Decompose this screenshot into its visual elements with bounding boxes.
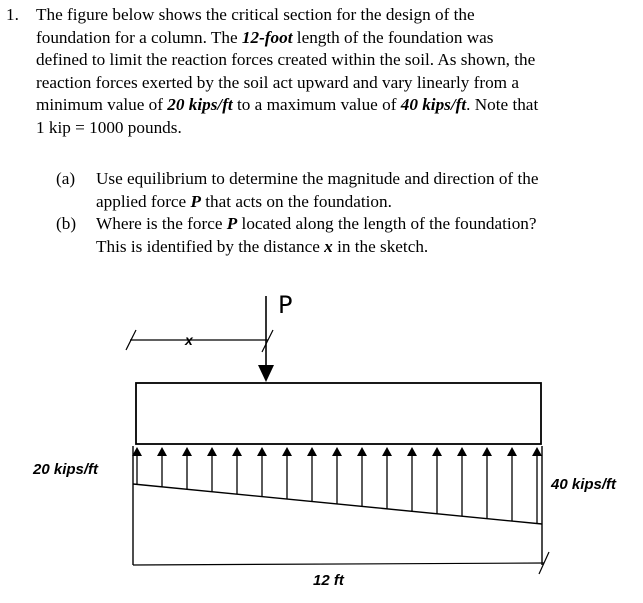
emphasis-term: 20 kips/ft bbox=[167, 95, 233, 114]
problem-line: 1 kip = 1000 pounds. bbox=[36, 117, 182, 137]
problem-line: The figure below shows the critical section for the design of the bbox=[36, 5, 475, 24]
problem-number: 1. bbox=[6, 5, 19, 24]
force-p-label: P bbox=[278, 291, 293, 319]
force-p-arrowhead bbox=[258, 365, 274, 382]
length-dimension-line bbox=[133, 563, 544, 565]
load-arrow-head bbox=[182, 447, 192, 456]
foundation-figure bbox=[0, 280, 643, 603]
left-load-label: 20 kips/ft bbox=[33, 461, 99, 478]
load-arrow-head bbox=[257, 447, 267, 456]
problem-line: minimum value of 20 kips/ft to a maximum value of 40 kips/ft. Note that bbox=[36, 95, 539, 114]
problem-line: defined to limit the reaction forces created within the soil. As shown, the bbox=[36, 50, 536, 69]
load-arrow-head bbox=[432, 447, 442, 456]
load-arrow-head bbox=[482, 447, 492, 456]
load-arrow-head bbox=[307, 447, 317, 456]
load-arrow-head bbox=[332, 447, 342, 456]
load-arrows bbox=[132, 447, 542, 524]
x-tick-right bbox=[262, 330, 273, 352]
load-arrow-head bbox=[457, 447, 467, 456]
emphasis-term: 40 kips/ft bbox=[400, 95, 467, 114]
part-label: (b) bbox=[56, 214, 77, 233]
part-line: applied force P that acts on the foundation. bbox=[96, 191, 392, 211]
load-arrow-head bbox=[382, 447, 392, 456]
problem-text bbox=[36, 4, 636, 139]
problem-line: foundation for a column. The 12-foot length of the foundation was bbox=[36, 27, 494, 47]
load-arrow-head bbox=[207, 447, 217, 456]
part-line: This is identified by the distance x in the sketch. bbox=[96, 236, 429, 256]
part-line: Use equilibrium to determine the magnitude and direction of the bbox=[96, 169, 539, 188]
emphasis-term: x bbox=[324, 236, 333, 256]
emphasis-term: P bbox=[226, 214, 238, 233]
length-label: 12 ft bbox=[313, 572, 344, 589]
load-arrow-head bbox=[232, 447, 242, 456]
part-label: (a) bbox=[56, 169, 76, 188]
load-arrow-head bbox=[507, 447, 517, 456]
load-arrow-head bbox=[407, 447, 417, 456]
load-arrow-head bbox=[357, 447, 367, 456]
problem-part bbox=[56, 213, 636, 258]
part-line: Where is the force P located along the length of the foundation? bbox=[96, 214, 537, 233]
foundation-rect bbox=[136, 383, 541, 444]
emphasis-term: P bbox=[190, 191, 201, 211]
distance-label: x bbox=[185, 332, 193, 348]
emphasis-term: 12-foot bbox=[241, 27, 293, 47]
load-arrow-head bbox=[282, 447, 292, 456]
problem-line: reaction forces exerted by the soil act upward and vary linearly from a bbox=[36, 72, 519, 92]
part-text bbox=[96, 213, 636, 258]
right-load-label: 40 kips/ft bbox=[551, 476, 617, 493]
problem-part bbox=[56, 168, 636, 213]
load-arrow-head bbox=[532, 447, 542, 456]
part-text bbox=[96, 168, 636, 213]
load-arrow-head bbox=[157, 447, 167, 456]
problem-parts bbox=[56, 168, 636, 258]
problem-statement bbox=[6, 4, 636, 139]
